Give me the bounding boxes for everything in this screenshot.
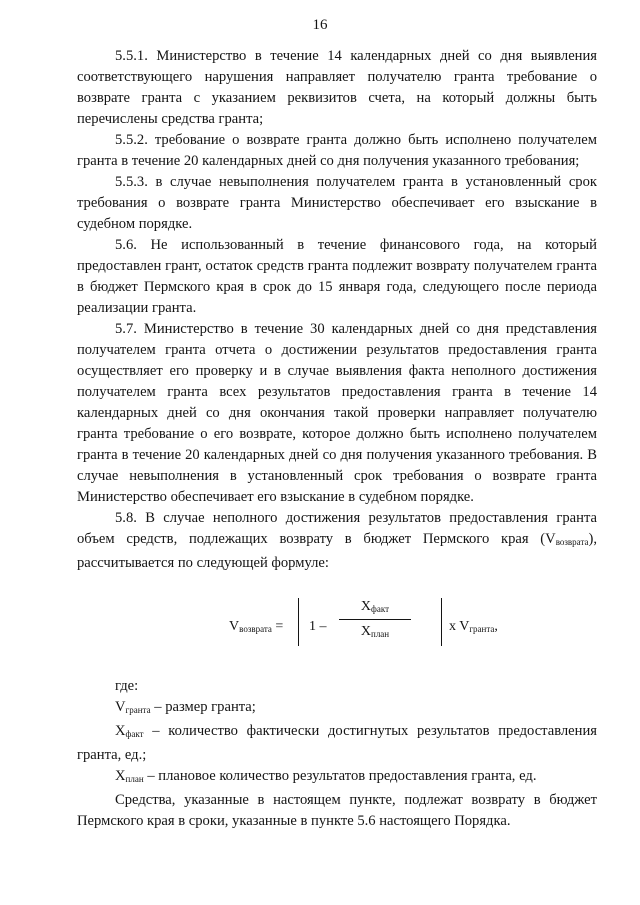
def-sub: факт xyxy=(125,729,144,739)
def-sub: план xyxy=(125,774,144,784)
formula-v: V xyxy=(229,619,240,634)
paragraph-5-5-1: 5.5.1. Министерство в течение 14 календарных дней со дня выявления соответствующего нарушения направляет получателю гранта требование о возврате гранта с указанием реквизитов счета, на который должны быть перечислены средства гранта; xyxy=(77,48,597,127)
fraction-bar xyxy=(339,619,411,620)
paragraph-5-8 xyxy=(77,508,597,574)
formula-rhs-tail: , xyxy=(494,619,498,634)
den-x: X xyxy=(360,624,371,639)
def-sym: X xyxy=(115,723,126,739)
def-text: – размер гранта; xyxy=(150,699,256,715)
paragraph-5-7: 5.7. Министерство в течение 30 календарных дней со дня представления получателем гранта отчета о достижении результатов предоставления гранта осуществляет его проверку и в случае выявления факта неполного достижения получателем гранта всех результатов предоставления гранта в течение 14 календарных дней со дня окончания такой проверки направляет получателю гранта требование о его возврате, которое должно быть исполнено получателем гранта в течение 20 календарных дней со дня получения указанного требования. В случае невыполнения в установленный срок требования о возврате гранта Министерство обеспечивает его взыскание в судебном порядке. xyxy=(77,321,597,505)
paragraph-5-5-3: 5.5.3. в случае невыполнения получателем гранта в установленный срок требования о возврате гранта Министерство обеспечивает его взыскание в судебном порядке. xyxy=(77,174,597,232)
where-label: где: xyxy=(115,678,139,694)
paragraph-5-5-2: 5.5.2. требование о возврате гранта должно быть исполнено получателем гранта в течение 20 календарных дней со дня получения указанного требования; xyxy=(77,132,597,169)
formula-times: x V xyxy=(449,619,470,634)
definition-v-grant xyxy=(77,697,597,721)
formula-one-minus: 1 – xyxy=(309,619,327,634)
num-x: X xyxy=(360,599,372,614)
definition-x-plan xyxy=(77,766,597,790)
def-text: – плановое количество результатов предоставления гранта, ед. xyxy=(143,768,537,784)
paragraph-5-8-sub: возврата xyxy=(555,537,589,547)
def-sym: V xyxy=(115,699,126,715)
paragraph-5-6: 5.6. Не использованный в течение финансового года, на который предоставлен грант, остаток средств гранта подлежит возврату получателем гранта в бюджет Пермского края в срок до 15 января года, следующего после периода реализации гранта. xyxy=(77,237,597,316)
formula-v-sub: возврата xyxy=(239,624,272,634)
den-sub: план xyxy=(371,629,390,639)
fraction-numerator xyxy=(339,596,411,618)
fraction-denominator xyxy=(339,621,411,643)
paragraph-5-8-text: 5.8. В случае неполного достижения результатов предоставления гранта объем средств, подлежащих возврату в бюджет Пермского края (V xyxy=(77,510,597,547)
formula-lhs xyxy=(229,619,283,635)
def-sym: X xyxy=(115,768,126,784)
document-body xyxy=(77,46,597,832)
formula xyxy=(77,594,597,658)
paragraph-5-8-tail: ), рассчитывается по следующей формуле: xyxy=(77,531,597,571)
def-sub: гранта xyxy=(125,705,151,715)
page-number: 16 xyxy=(312,17,328,33)
def-text: – количество фактически достигнутых результатов предоставления гранта, ед.; xyxy=(77,723,597,763)
formula-eq: = xyxy=(271,619,284,634)
formula-inner xyxy=(229,596,529,656)
formula-rhs-sub: гранта xyxy=(469,624,495,634)
abs-bar-left xyxy=(298,598,299,646)
formula-rhs xyxy=(449,619,498,635)
definition-x-fact xyxy=(77,721,597,766)
formula-fraction xyxy=(339,596,411,643)
abs-bar-right xyxy=(441,598,442,646)
num-sub: факт xyxy=(371,604,390,614)
paragraph-final: Средства, указанные в настоящем пункте, подлежат возврату в бюджет Пермского края в сроки, указанные в пункте 5.6 настоящего Порядка. xyxy=(77,792,597,829)
